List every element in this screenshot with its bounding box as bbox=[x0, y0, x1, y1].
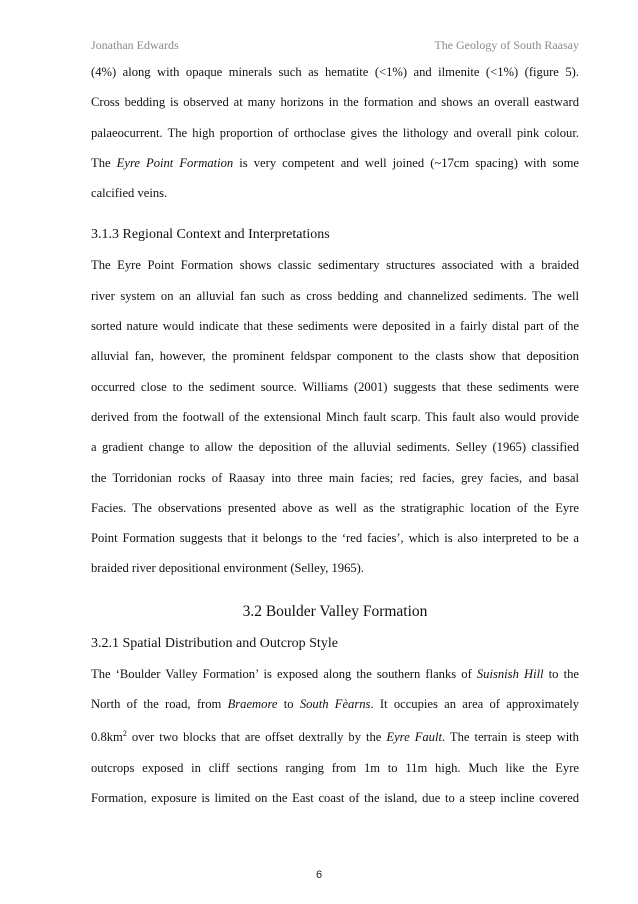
text-line: braided river depositional environment (Selley, 1965). bbox=[91, 561, 365, 576]
text-line: (4%) along with opaque minerals such as hematite (<1%) and ilmenite (<1%) (figure 5). bbox=[91, 65, 579, 79]
text-line: alluvial fan, however, the prominent feldspar component to the clasts show that deposition bbox=[91, 349, 579, 364]
text-line: occurred close to the sediment source. Williams (2001) suggests that these sediments were bbox=[91, 379, 579, 394]
text-line: the Torridonian rocks of Raasay into three main facies; red facies, grey facies, and basal bbox=[91, 470, 579, 485]
text-line: Cross bedding is observed at many horizons in the formation and shows an overall eastward bbox=[91, 95, 579, 110]
text-line: The Eyre Point Formation shows classic sedimentary structures associated with a braided bbox=[91, 258, 579, 273]
text-line: sorted nature would indicate that these sediments were deposited in a fairly distal part of the bbox=[91, 319, 579, 334]
place-name: South Fèarns bbox=[299, 697, 371, 712]
paragraph-spatial-distribution bbox=[91, 659, 579, 814]
page-number: 6 bbox=[315, 869, 323, 881]
paragraph-eyre-point-petrology bbox=[91, 57, 579, 208]
place-name: Suisnish Hill bbox=[476, 666, 544, 681]
superscript: 2 bbox=[122, 729, 127, 739]
section-heading-3-2: 3.2 Boulder Valley Formation bbox=[242, 602, 428, 620]
section-heading-3-1-3: 3.1.3 Regional Context and Interpretations bbox=[91, 227, 330, 243]
text-line: $0.8km^2$ over two blocks that are offset dextrally by the Eyre Fault. The terrain is steep with bbox=[91, 729, 579, 745]
place-name: Braemore bbox=[227, 697, 278, 712]
text-line: river system on an alluvial fan such as cross bedding and channelized sediments. The well bbox=[91, 288, 579, 303]
text-line: palaeocurrent. The high proportion of orthoclase gives the lithology and overall pink colour. bbox=[91, 125, 579, 140]
text-line: a gradient change to allow the deposition of the alluvial sediments. Selley (1965) classified bbox=[91, 440, 579, 455]
page-header bbox=[91, 38, 579, 53]
text-line: The ‘Boulder Valley Formation’ is exposed along the southern flanks of Suisnish Hill to the bbox=[91, 666, 579, 681]
header-author: Jonathan Edwards bbox=[91, 38, 179, 52]
header-title: The Geology of South Raasay bbox=[434, 38, 579, 52]
text-line: The Eyre Point Formation is very competent and well joined (~17cm spacing) with some bbox=[91, 155, 579, 170]
page-body bbox=[91, 57, 579, 813]
text-line: North of the road, from Braemore to South Fèarns. It occupies an area of approximately bbox=[91, 697, 580, 712]
text-line: calcified veins. bbox=[91, 186, 168, 201]
text-line: Point Formation suggests that it belongs to the ‘red facies’, which is also interpreted to be a bbox=[91, 531, 579, 546]
text-line: outcrops exposed in cliff sections ranging from 1m to 11m high. Much like the Eyre bbox=[91, 760, 579, 775]
text-line: Facies. The observations presented above as well as the stratigraphic location of the Eyre bbox=[91, 500, 579, 515]
text-line: derived from the footwall of the extensional Minch fault scarp. This fault also would provide bbox=[91, 409, 579, 424]
fault-name: Eyre Fault bbox=[386, 730, 442, 745]
paragraph-regional-context bbox=[91, 250, 579, 583]
section-heading-3-2-1: 3.2.1 Spatial Distribution and Outcrop Style bbox=[91, 635, 338, 651]
formation-name: Eyre Point Formation bbox=[116, 155, 234, 170]
text-line: Formation, exposure is limited on the East coast of the island, due to a steep incline covered bbox=[91, 791, 579, 806]
